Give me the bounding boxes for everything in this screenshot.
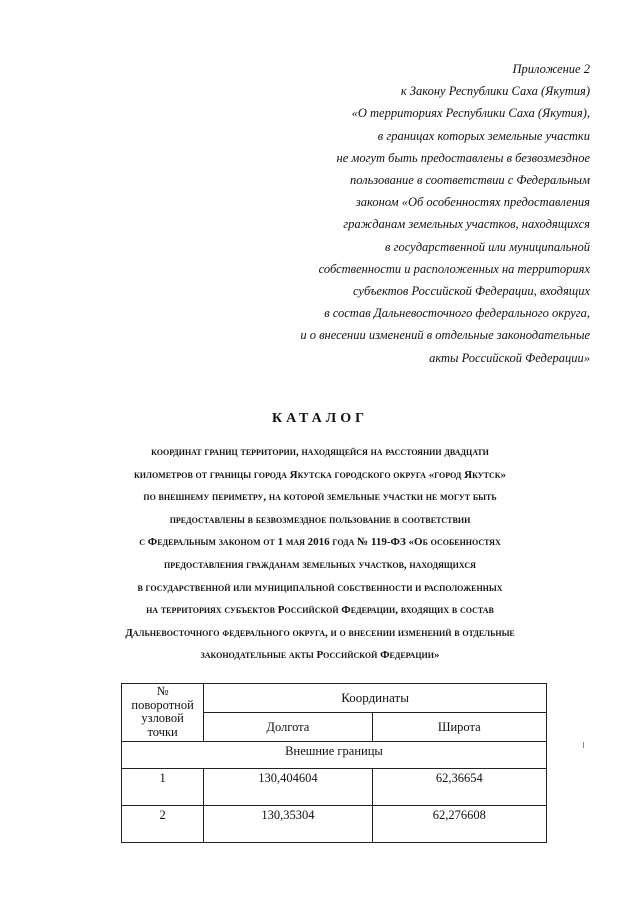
coordinates-table [121, 683, 547, 843]
appendix-line: акты Российской Федерации» [429, 350, 590, 365]
catalog-description [40, 441, 600, 667]
appendix-line: в границах которых земельные участки [377, 128, 590, 143]
appendix-header [170, 58, 590, 369]
catalog-line: с Федеральным законом от 1 мая 2016 года № 119-ФЗ «Об особенностях [139, 536, 501, 549]
header-num-line: точки [147, 724, 178, 739]
appendix-line: в государственной или муниципальной [385, 239, 590, 254]
header-num-line: № [156, 684, 169, 698]
header-longitude: Долгота [204, 713, 372, 742]
catalog-line: на территориях субъектов Российской Федерации, входящих в состав [146, 604, 494, 617]
appendix-line: Приложение 2 [512, 62, 590, 76]
cell-point-number: 2 [122, 806, 204, 843]
table-row [122, 769, 547, 806]
appendix-line: к Закону Республики Саха (Якутия) [400, 84, 590, 99]
header-num-line: поворотной [131, 697, 194, 712]
cell-latitude: 62,276608 [372, 806, 546, 843]
cell-longitude: 130,35304 [204, 806, 372, 843]
scan-margin-mark [583, 742, 584, 748]
header-latitude: Широта [372, 713, 546, 742]
appendix-line: в состав Дальневосточного федерального округа, [324, 306, 590, 321]
appendix-line: и о внесении изменений в отдельные законодательные [300, 328, 590, 343]
cell-longitude: 130,404604 [204, 769, 372, 806]
catalog-line: в государственной или муниципальной собственности и расположенных [137, 581, 503, 594]
catalog-line: Дальневосточного федерального округа, и о внесении изменений в отдельные [125, 626, 515, 639]
header-num-line: узловой [141, 711, 184, 725]
catalog-line: предоставления гражданам земельных участков, находящихся [164, 558, 476, 571]
section-external-boundaries: Внешние границы [122, 742, 547, 769]
cell-point-number: 1 [122, 769, 204, 806]
appendix-line: гражданам земельных участков, находящихся [343, 217, 590, 232]
catalog-line: предоставлены в безвозмездное пользование в соответствии [169, 513, 471, 526]
appendix-line: субъектов Российской Федерации, входящих [352, 284, 590, 299]
header-point-number [122, 684, 204, 742]
cell-latitude: 62,36654 [372, 769, 546, 806]
catalog-line: законодательные акты Российской Федерации» [200, 649, 440, 662]
header-coordinates: Координаты [204, 684, 547, 713]
catalog-title: КАТАЛОГ [271, 411, 368, 426]
catalog-line: координат границ территории, находящейся на расстоянии двадцати [151, 446, 489, 458]
appendix-line: не могут быть предоставлены в безвозмездное [336, 150, 590, 165]
table-row [122, 806, 547, 843]
catalog-line: по внешнему периметру, на которой земельные участки не могут быть [143, 491, 497, 504]
appendix-line: пользование в соответствии с Федеральным [349, 173, 590, 188]
appendix-line: собственности и расположенных на территориях [318, 261, 590, 276]
appendix-line: законом «Об особенностях предоставления [355, 195, 590, 210]
catalog-line: километров от границы города Якутска городского округа «город Якутск» [133, 468, 507, 481]
appendix-line: «О территориях Республики Саха (Якутия), [351, 106, 590, 121]
